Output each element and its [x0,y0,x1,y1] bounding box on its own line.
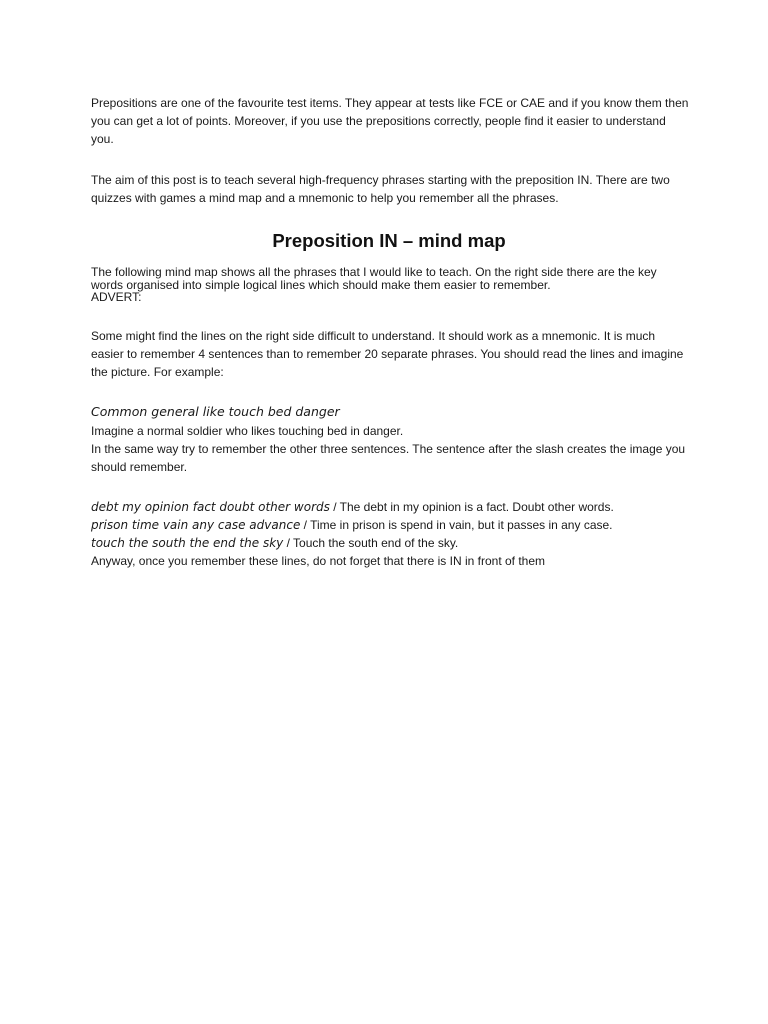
mnemonic-separator-1: / [329,500,340,514]
mnemonic-sentence-1: The debt in my opinion is a fact. Doubt other words. [339,500,614,514]
mnemonic-separator-3: / [283,536,294,550]
example-keywords: Common general like touch bed danger [91,404,340,419]
example-instructions: In the same way try to remember the other three sentences. The sentence after the slash creates the image you should remember. [91,442,686,474]
mnemonic-keys-2: prison time vain any case advance [91,518,301,532]
intro-paragraph-1: Prepositions are one of the favourite test items. They appear at tests like FCE or CAE and if you know them then you can get a lot of points. Moreover, if you use the prepositions correctly, people find it easier to understand you. [91,96,689,146]
mnemonic-explanation: Some might find the lines on the right side difficult to understand. It should work as a mnemonic. It is much easier to remember 4 sentences than to remember 20 separate phrases. You should read the lines and imagine the picture. For example: [91,329,684,379]
intro-paragraph-2: The aim of this post is to teach several high-frequency phrases starting with the preposition IN. There are two quizzes with games a mind map and a mnemonic to help you remember all the phrases. [91,173,670,205]
mnemonic-keys-1: debt my opinion fact doubt other words [91,500,330,514]
mnemonic-sentence-2: Time in prison is spend in vain, but it passes in any case. [310,518,613,532]
example-imagine: Imagine a normal soldier who likes touching bed in danger. [91,424,404,438]
mnemonic-line-3 [91,534,458,552]
advert-label: ADVERT: [91,290,142,304]
mindmap-description: The following mind map shows all the phrases that I would like to teach. On the right side there are the key words organised into simple logical lines which should make them easier to remember. [91,265,657,292]
mnemonic-sentence-3: Touch the south end of the sky. [293,536,459,550]
closing-line: Anyway, once you remember these lines, do not forget that there is IN in front of them [91,554,546,568]
mnemonic-separator-2: / [300,518,311,532]
mnemonic-line-1 [91,498,614,516]
mnemonic-keys-3: touch the south the end the sky [91,536,284,550]
section-heading: Preposition IN – mind map [272,230,506,251]
mnemonic-line-2 [91,516,613,534]
